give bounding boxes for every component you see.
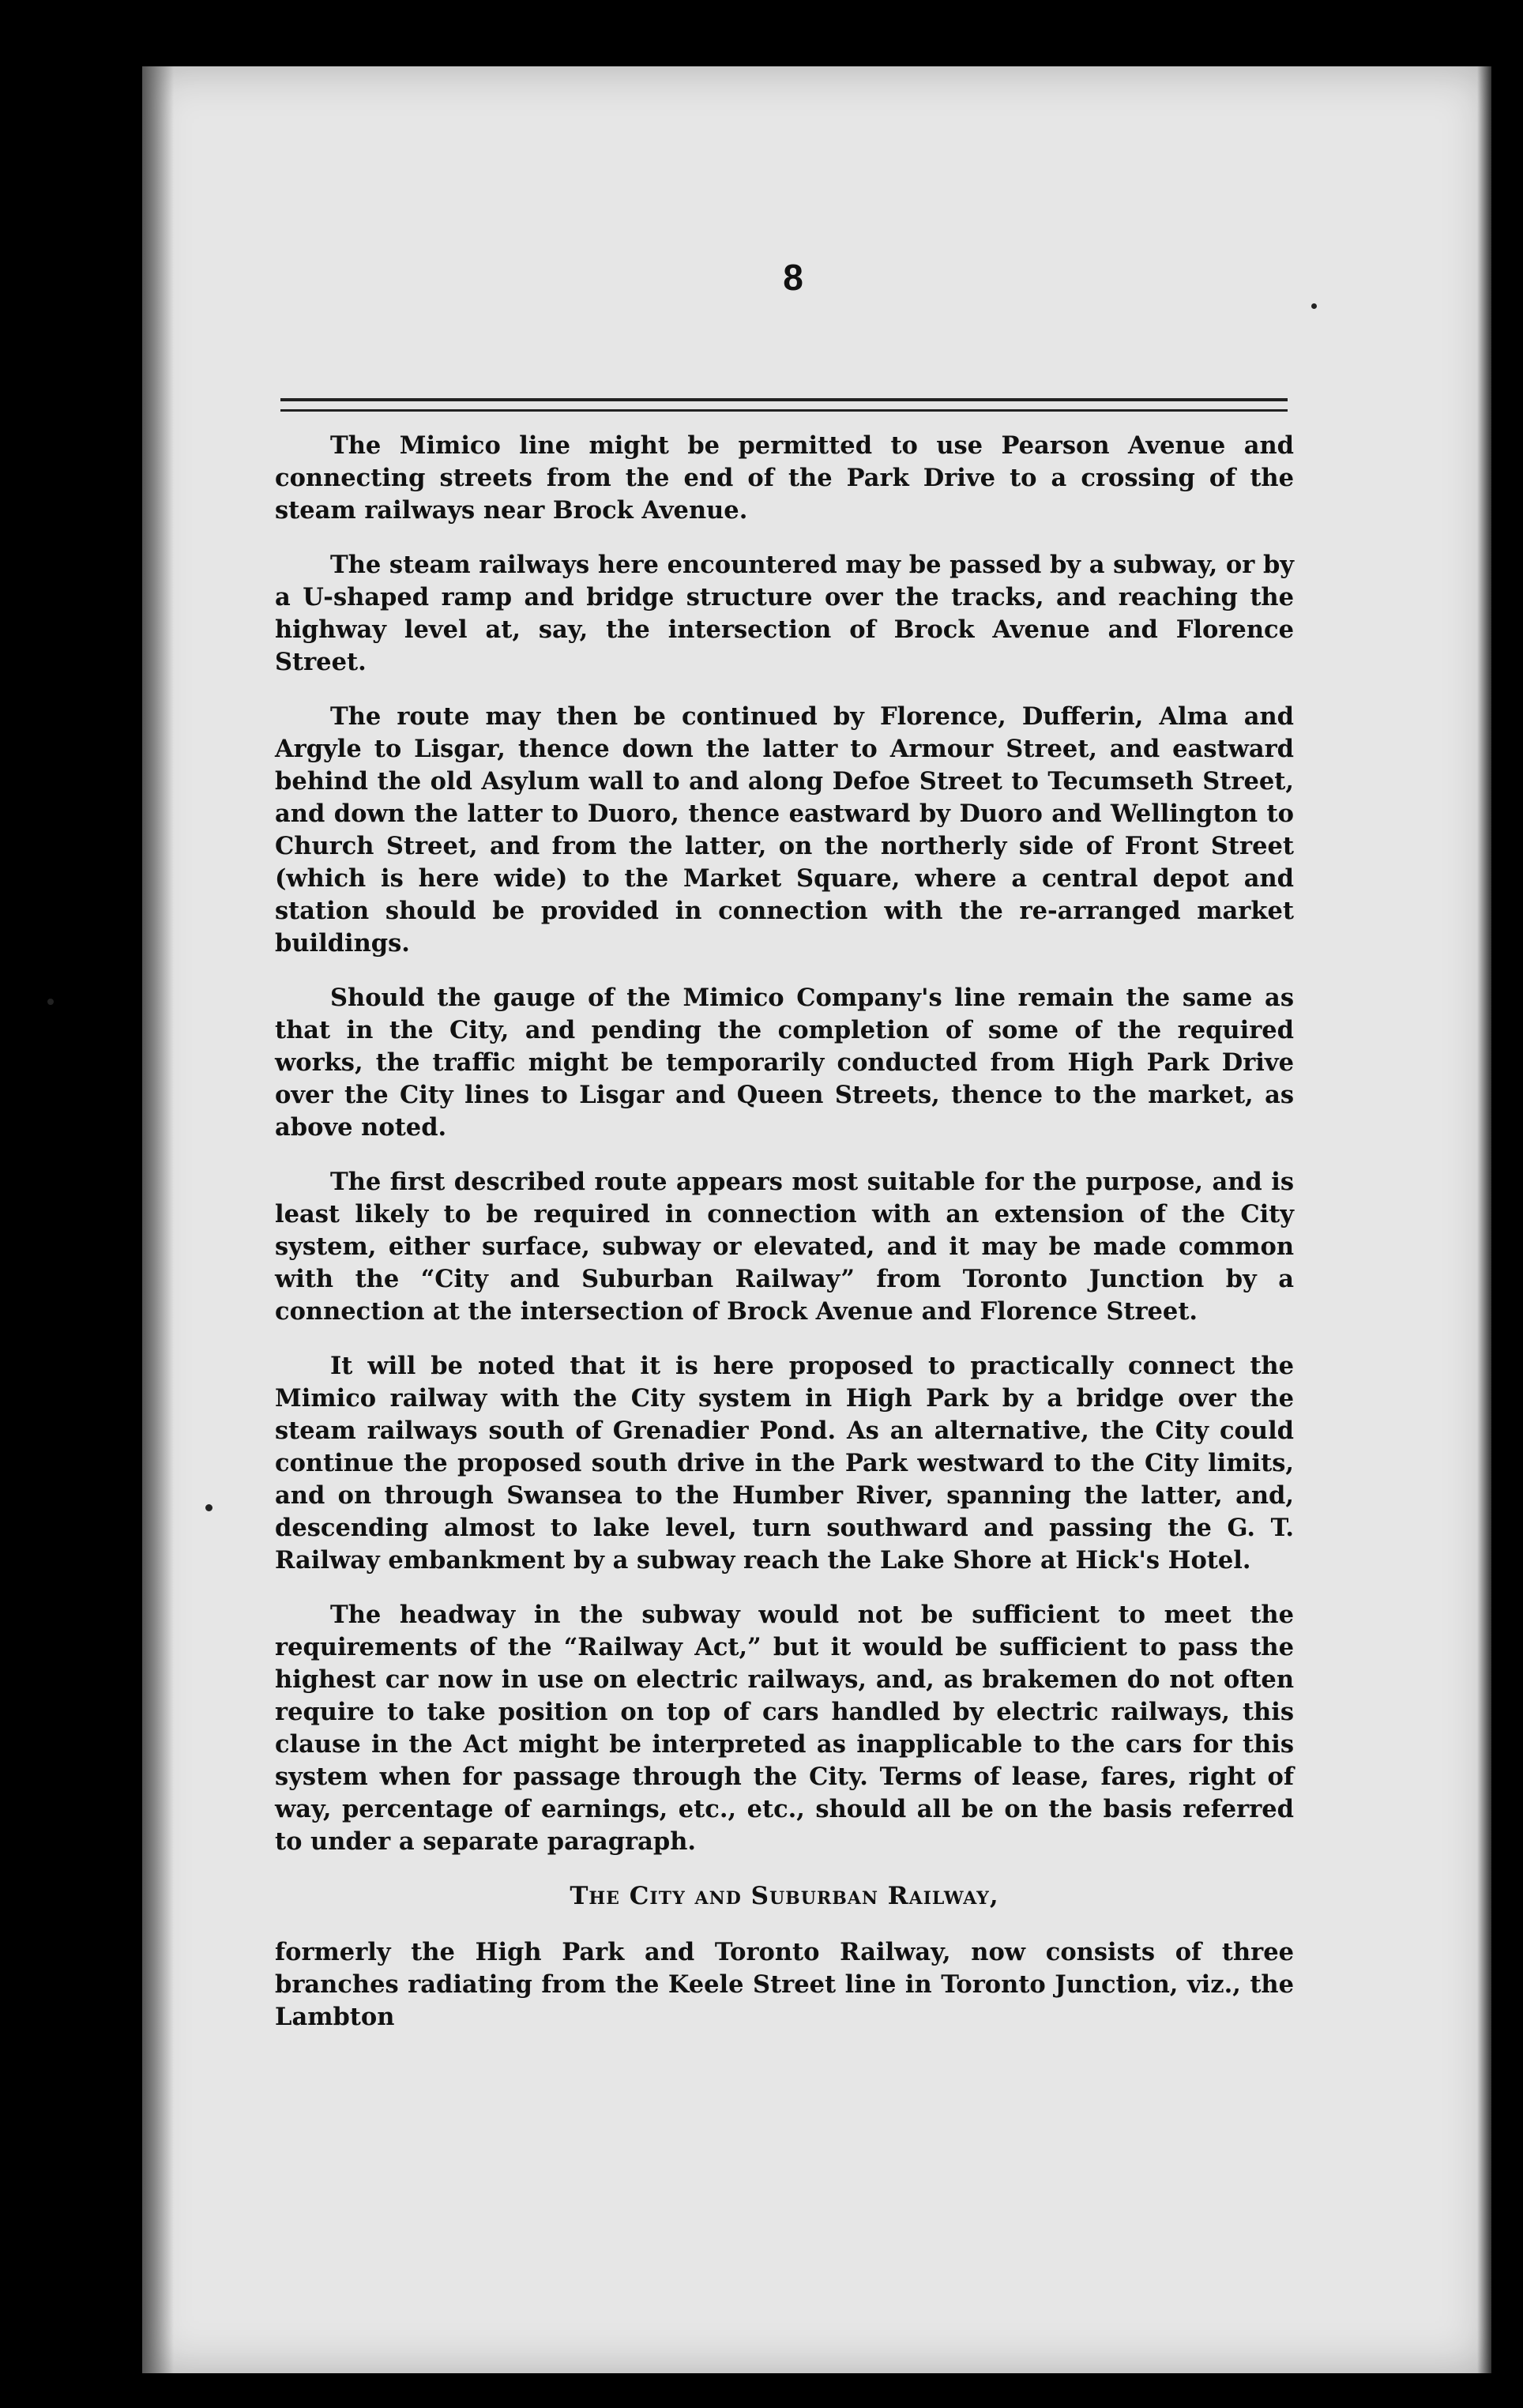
- page-right-edge: [1477, 66, 1491, 2373]
- paragraph: The first described route appears most suitable for the purpose, and is least likely to be required in connection with an extension of the City system, either surface, subway or elevated, and it may be made common with the “City and Suburban Railway” from Toronto Junction by a connection at the intersection of Brock Avenue and Florence Street.: [275, 1168, 1294, 1326]
- section-heading: The City and Suburban Railway,: [570, 1882, 999, 1910]
- document-page: [142, 66, 1491, 2373]
- body-text: [275, 430, 1294, 2056]
- paragraph: The route may then be continued by Florence, Dufferin, Alma and Argyle to Lisgar, thence down the latter to Armour Street, and eastward behind the old Asylum wall to and along Defoe Street to Tecumseth Street, and down the latter to Duoro, thence eastward by Duoro and Wellington to Church Street, and from the latter, on the northerly side of Front Street (which is here wide) to the Market Square, where a central depot and station should be provided in connection with the re-arranged market buildings.: [275, 702, 1294, 958]
- header-rule: [280, 398, 1288, 412]
- paragraph: Should the gauge of the Mimico Company's line remain the same as that in the City, and pending the completion of some of the required works, the traffic might be temporarily conducted from High Park Drive over the City lines to Lisgar and Queen Streets, thence to the market, as above noted.: [275, 984, 1294, 1142]
- paragraph: It will be noted that it is here proposed to practically connect the Mimico railway with the City system in High Park by a bridge over the steam railways south of Grenadier Pond. As an alternative, the City could continue the proposed south drive in the Park westward to the City limits, and on through Swansea to the Humber River, spanning the latter, and, descending almost to lake level, turn southward and passing the G. T. Railway embankment by a subway reach the Lake Shore at Hick's Hotel.: [275, 1352, 1294, 1575]
- print-speck: [47, 999, 54, 1005]
- paragraph: The Mimico line might be permitted to use Pearson Avenue and connecting streets from the end of the Park Drive to a crossing of the steam railways near Brock Avenue.: [275, 431, 1294, 525]
- print-speck: [1311, 303, 1317, 309]
- print-speck: [205, 1504, 212, 1511]
- page-number: 8: [783, 257, 803, 298]
- paragraph: The steam railways here encountered may be passed by a subway, or by a U-shaped ramp and bridge structure over the tracks, and reaching the highway level at, say, the intersection of Brock Avenue and Florence Street.: [275, 551, 1294, 676]
- closing-paragraph: formerly the High Park and Toronto Railway, now consists of three branches radiating from the Keele Street line in Toronto Junction, viz., the Lambton: [275, 1938, 1294, 2031]
- page-edge-shadow: [142, 66, 174, 2373]
- paragraph: The headway in the subway would not be sufficient to meet the requirements of the “Railway Act,” but it would be sufficient to pass the highest car now in use on electric railways, and, as brakemen do not often require to take position on top of cars handled by electric railways, this clause in the Act might be interpreted as inapplicable to the cars for this system when for passage through the City. Terms of lease, fares, right of way, percentage of earnings, etc., etc., should all be on the basis referred to under a separate paragraph.: [275, 1601, 1294, 1856]
